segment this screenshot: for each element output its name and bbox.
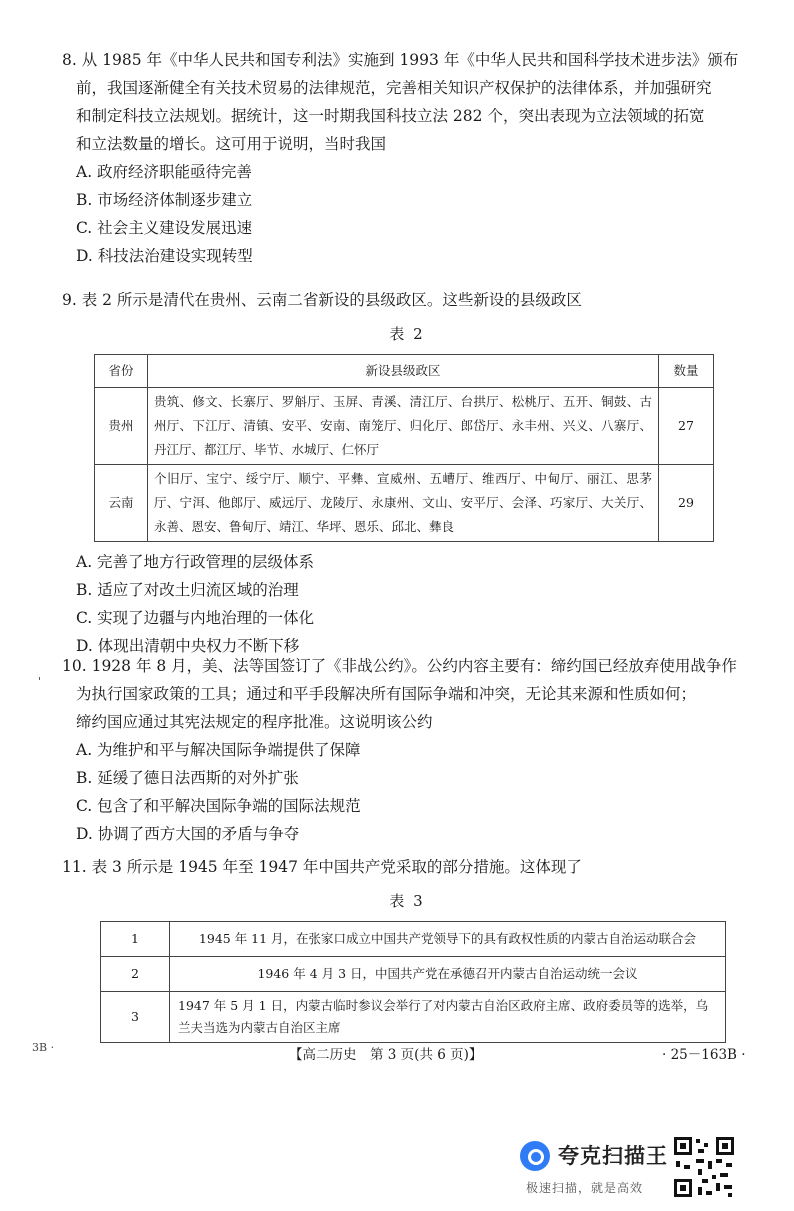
question-10 (62, 652, 752, 848)
table-2 (94, 354, 714, 542)
row-number: 3 (101, 992, 170, 1043)
scanner-brand: 夸克扫描王 (558, 1144, 668, 1168)
district-list-cell: 贵筑、修文、长寨厅、罗斛厅、玉屏、青溪、清江厅、台拱厅、松桃厅、五开、铜鼓、古州厅、下江厅、清镇、安平、安南、南笼厅、归化厅、郎岱厅、永丰州、兴义、八寨厅、丹江厅、都江厅、毕节、水城厅、仁怀厅 (148, 388, 659, 465)
q9-stem: 9. 表 2 所示是清代在贵州、云南二省新设的县级政区。这些新设的县级政区 (62, 291, 582, 309)
measure-text: 1947 年 5 月 1 日，内蒙古临时参议会举行了对内蒙古自治区政府主席、政府委员等的选举，乌兰夫当选为内蒙古自治区主席 (170, 992, 726, 1043)
table-row (101, 992, 726, 1043)
q8-option-d: D. 科技法治建设实现转型 (76, 247, 253, 265)
q8-stem-line-1: 8. 从 1985 年《中华人民共和国专利法》实施到 1993 年《中华人民共和国科学技术进步法》颁布 (62, 51, 739, 69)
q10-option-a: A. 为维护和平与解决国际争端提供了保障 (76, 741, 361, 759)
district-list-cell: 个旧厅、宝宁、绥宁厅、顺宁、平彝、宣威州、五嶆厅、维西厅、中甸厅、丽江、思茅厅、宁洱、他郎厅、威远厅、龙陵厅、永康州、文山、安平厅、会泽、巧家厅、大关厅、永善、恩安、鲁甸厅、靖江、华坪、恩乐、邱北、彝良 (148, 465, 659, 542)
q11-stem: 11. 表 3 所示是 1945 年至 1947 年中国共产党采取的部分措施。这体现了 (62, 858, 582, 876)
footer-code: · 25－163B · (662, 1047, 746, 1063)
scanner-slogan: 极速扫描，就是高效 (526, 1181, 644, 1195)
question-8 (62, 46, 752, 270)
q9-option-b: B. 适应了对改土归流区域的治理 (76, 581, 299, 599)
table-2-header-row (95, 355, 714, 388)
header-count: 数量 (659, 355, 714, 388)
count-cell: 29 (659, 465, 714, 542)
table-2-caption: 表 2 (389, 325, 425, 343)
table-3 (100, 921, 726, 1043)
margin-mark: 3B · (32, 1041, 55, 1054)
q9-option-a: A. 完善了地方行政管理的层级体系 (76, 553, 315, 571)
measure-text: 1945 年 11 月，在张家口成立中国共产党领导下的具有政权性质的内蒙古自治运动联合会 (170, 922, 726, 957)
question-9 (62, 286, 752, 660)
q8-stem-line-3: 和制定科技立法规划。据统计，这一时期我国科技立法 282 个，突出表现为立法领域的拓宽 (76, 107, 705, 125)
q10-stem-line-3: 缔约国应通过其宪法规定的程序批准。这说明该公约 (76, 713, 433, 731)
question-11 (62, 853, 752, 1043)
q8-option-a: A. 政府经济职能亟待完善 (76, 163, 253, 181)
q8-option-b: B. 市场经济体制逐步建立 (76, 191, 253, 209)
table-row (101, 957, 726, 992)
table-row (95, 465, 714, 542)
header-new-districts: 新设县级政区 (148, 355, 659, 388)
scanner-logo-icon (520, 1141, 550, 1171)
row-number: 2 (101, 957, 170, 992)
q9-option-d: D. 体现出清朝中央权力不断下移 (76, 637, 300, 655)
province-cell: 贵州 (95, 388, 148, 465)
q8-stem-line-2: 前，我国逐渐健全有关技术贸易的法律规范，完善相关知识产权保护的法律体系，并加强研究 (76, 79, 712, 97)
q10-stem-line-1: 10. 1928 年 8 月，美、法等国签订了《非战公约》。公约内容主要有：缔约国已经放弃使用战争作 (62, 657, 737, 675)
q8-option-c: C. 社会主义建设发展迅速 (76, 219, 253, 237)
measure-text: 1946 年 4 月 3 日，中国共产党在承德召开内蒙古自治运动统一会议 (170, 957, 726, 992)
header-province: 省份 (95, 355, 148, 388)
q10-option-b: B. 延缓了德日法西斯的对外扩张 (76, 769, 299, 787)
q10-stem-line-2: 为执行国家政策的工具；通过和平手段解决所有国际争端和冲突，无论其来源和性质如何； (76, 685, 697, 703)
q9-option-c: C. 实现了边疆与内地治理的一体化 (76, 609, 315, 627)
q10-option-c: C. 包含了和平解决国际争端的国际法规范 (76, 797, 361, 815)
q10-option-d: D. 协调了西方大国的矛盾与争夺 (76, 825, 300, 843)
qr-code-icon (672, 1135, 736, 1199)
q8-stem-line-4: 和立法数量的增长。这可用于说明，当时我国 (76, 135, 387, 153)
scanner-watermark (520, 1135, 740, 1205)
table-3-caption: 表 3 (389, 892, 425, 910)
row-number: 1 (101, 922, 170, 957)
count-cell: 27 (659, 388, 714, 465)
margin-tick: ' (38, 675, 42, 688)
province-cell: 云南 (95, 465, 148, 542)
footer-page-info: 【高二历史 第 3 页(共 6 页)】 (289, 1047, 483, 1063)
table-row (101, 922, 726, 957)
table-row (95, 388, 714, 465)
